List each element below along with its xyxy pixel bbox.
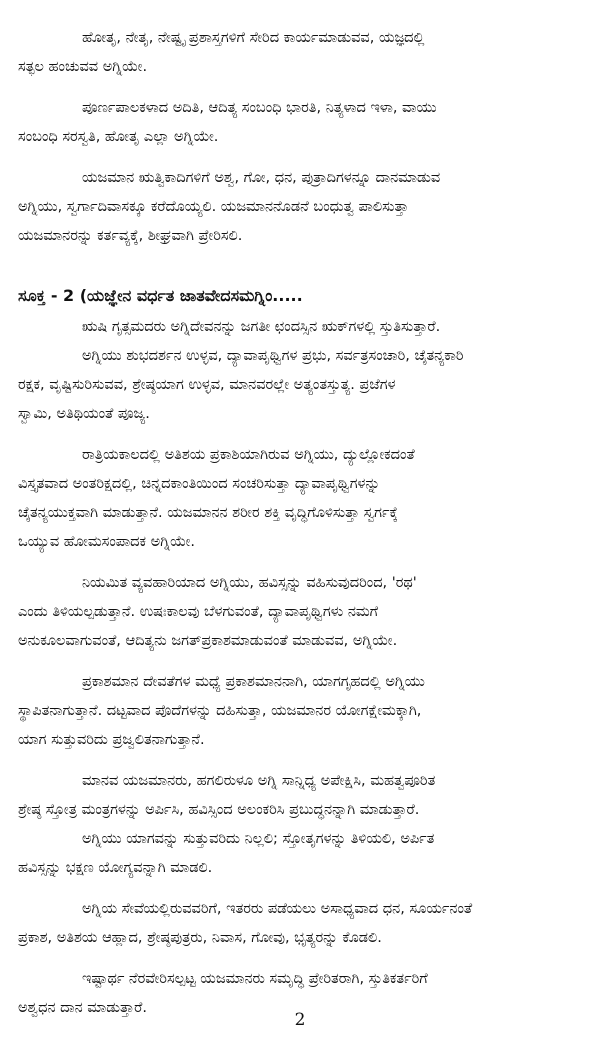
text-line: ಅಗ್ನಿಯು ಶುಭದರ್ಶನ ಉಳ್ಳವ, ದ್ಯಾವಾಪೃಥ್ವಿಗಳ ಪ್ರಭು, ಸರ್ವತ್ರಸಂಚಾರಿ, ಚೈತನ್ಯಕಾರಿ [82, 348, 464, 364]
text-line: ಸ್ಥಾಪಿತನಾಗುತ್ತಾನೆ. ದಟ್ಟವಾದ ಪೊದೆಗಳನ್ನು ದಹಿಸುತ್ತಾ, ಯಜಮಾನರ ಯೋಗಕ್ಷೇಮಕ್ಕಾಗಿ, [18, 703, 422, 719]
text-line: ಶ್ರೇಷ್ಠ ಸ್ತೋತ್ರ ಮಂತ್ರಗಳನ್ನು ಅರ್ಪಿಸಿ, ಹವಿಸ್ಸಿಂದ ಅಲಂಕರಿಸಿ ಪ್ರಬುದ್ಧನನ್ನಾಗಿ ಮಾಡುತ್ತಾರೆ. [18, 802, 420, 818]
paragraph-5 [18, 441, 582, 557]
section-heading: ಸೂಕ್ತ - 2 (ಯಜ್ಞೇನ ವರ್ಧತ ಜಾತವೇದಸಮಗ್ನಿಂ..... [18, 286, 303, 305]
text-line: ಅಗ್ನಿಯ ಸೇವೆಯಲ್ಲಿರುವವರಿಗೆ, ಇತರರು ಪಡೆಯಲು ಅಸಾಧ್ಯವಾದ ಧನ, ಸೂರ್ಯನಂತೆ [82, 901, 473, 917]
text-line: ಅಶ್ವಧನ ದಾನ ಮಾಡುತ್ತಾರೆ. [18, 1000, 147, 1016]
paragraph-8 [18, 767, 582, 883]
text-line: ನಿಯಮಿತ ವ್ಯವಹಾರಿಯಾದ ಅಗ್ನಿಯು, ಹವಿಸ್ಸನ್ನು ವಹಿಸುವುದರಿಂದ, 'ರಥ' [82, 575, 417, 591]
paragraph-9 [18, 895, 582, 953]
text-line: ಪ್ರಕಾಶ, ಅತಿಶಯ ಆಹ್ಲಾದ, ಶ್ರೇಷ್ಠಪುತ್ರರು, ನಿವಾಸ, ಗೋವು, ಭೃತ್ಯರನ್ನು ಕೊಡಲಿ. [18, 930, 382, 946]
text-line: ಸಂಬಂಧಿ ಸರಸ್ವತಿ, ಹೋತೃ ಎಲ್ಲಾ ಅಗ್ನಿಯೇ. [18, 129, 219, 145]
text-line: ಒಯ್ಯುವ ಹೋಮಸಂಪಾದಕ ಅಗ್ನಿಯೇ. [18, 534, 196, 550]
text-line: ಎಂದು ತಿಳಿಯಲ್ಪಡುತ್ತಾನೆ. ಉಷಃಕಾಲವು ಬೆಳಗುವಂತೆ, ದ್ಯಾವಾಪೃಥ್ವಿಗಳು ನಮಗೆ [18, 604, 379, 620]
text-line: ಯಜಮಾನ ಋತ್ವಿಕಾದಿಗಳಿಗೆ ಅಶ್ವ, ಗೋ, ಧನ, ಪುತ್ರಾದಿಗಳನ್ನೂ ದಾನಮಾಡುವ [82, 170, 441, 186]
paragraph-3 [18, 164, 582, 251]
text-line: ಯಾಗ ಸುತ್ತುವರಿದು ಪ್ರಜ್ವಲಿತನಾಗುತ್ತಾನೆ. [18, 732, 205, 748]
paragraph-2 [18, 94, 582, 152]
text-line: ರಕ್ಷಕ, ವೃಷ್ಟಿಸುರಿಸುವವ, ಶ್ರೇಷ್ಠಯಾಗ ಉಳ್ಳವ, ಮಾನವರಲ್ಲೇ ಅತ್ಯಂತಸ್ತುತ್ಯ. ಪ್ರಜೆಗಳ [18, 377, 396, 393]
paragraph-6 [18, 569, 582, 656]
text-line: ಯಜಮಾನರನ್ನು ಕರ್ತವ್ಯಕ್ಕೆ, ಶೀಘ್ರವಾಗಿ ಪ್ರೇರಿಸಲಿ. [18, 228, 243, 244]
text-line: ಅಗ್ನಿಯು ಯಾಗವನ್ನು ಸುತ್ತುವರಿದು ನಿಲ್ಲಲಿ; ಸ್ತೋತೃಗಳನ್ನು ತಿಳಿಯಲಿ, ಅರ್ಪಿತ [82, 831, 435, 847]
text-line: ಚೈತನ್ಯಯುಕ್ತವಾಗಿ ಮಾಡುತ್ತಾನೆ. ಯಜಮಾನನ ಶರೀರ ಶಕ್ತಿ ವೃದ್ಧಿಗೊಳಿಸುತ್ತಾ ಸ್ವರ್ಗಕ್ಕೆ [18, 505, 398, 521]
text-line: ಪೂರ್ಣಪಾಲಕಳಾದ ಅದಿತಿ, ಆದಿತ್ಯ ಸಂಬಂಧಿ ಭಾರತಿ, ನಿತ್ಯಳಾದ ಇಳಾ, ವಾಯು [82, 100, 437, 116]
text-line: ಹೋತೃ, ನೇತೃ, ನೇಷ್ಟೃ ಪ್ರಶಾಸ್ತಗಳಿಗೆ ಸೇರಿದ ಕಾರ್ಯಮಾಡುವವ, ಯಜ್ಞದಲ್ಲಿ [82, 30, 425, 46]
paragraph-4 [18, 313, 582, 429]
paragraph-1 [18, 24, 582, 82]
text-line: ಅಗ್ನಿಯು, ಸ್ವರ್ಗಾದಿವಾಸಕ್ಕೂ ಕರೆದೊಯ್ಯಲಿ. ಯಜಮಾನನೊಡನೆ ಬಂಧುತ್ವ ಪಾಲಿಸುತ್ತಾ [18, 199, 409, 215]
text-line: ಮಾನವ ಯಜಮಾನರು, ಹಗಲಿರುಳೂ ಅಗ್ನಿ ಸಾನ್ನಿಧ್ಯ ಅಪೇಕ್ಷಿಸಿ, ಮಹತ್ವಪೂರಿತ [82, 773, 436, 789]
text-line: ಸ್ವಾಮಿ, ಅತಿಥಿಯಂತೆ ಪೂಜ್ಯ. [18, 406, 150, 422]
text-line: ಸತ್ಫಲ ಹಂಚುವವ ಅಗ್ನಿಯೇ. [18, 59, 148, 75]
text-line: ಋಷಿ ಗೃತ್ಸಮದರು ಅಗ್ನಿದೇವನನ್ನು ಜಗತೀ ಛಂದಸ್ಸಿನ ಋಕ್‌ಗಳಲ್ಲಿ ಸ್ತುತಿಸುತ್ತಾರೆ. [82, 319, 441, 335]
text-line: ವಿಸ್ತೃತವಾದ ಅಂತರಿಕ್ಷದಲ್ಲಿ, ಚಿನ್ನದಕಾಂತಿಯಿಂದ ಸಂಚರಿಸುತ್ತಾ ದ್ಯಾವಾಪೃಥ್ವಿಗಳನ್ನು [18, 476, 381, 492]
text-line: ಇಷ್ಟಾರ್ಥ ನೆರವೇರಿಸಲ್ಪಟ್ಟ ಯಜಮಾನರು ಸಮೃದ್ಧಿ ಪ್ರೇರಿತರಾಗಿ, ಸ್ತುತಿಕರ್ತರಿಗೆ [82, 971, 428, 987]
text-line: ಹವಿಸ್ಸನ್ನು ಭಕ್ಷಣ ಯೋಗ್ಯವನ್ನಾಗಿ ಮಾಡಲಿ. [18, 860, 213, 876]
page-number: 2 [294, 1010, 306, 1030]
paragraph-7 [18, 668, 582, 755]
text-line: ಅನುಕೂಲವಾಗುವಂತೆ, ಆದಿತ್ಯನು ಜಗತ್‌ಪ್ರಕಾಶಮಾಡುವಂತೆ ಮಾಡುವವ, ಅಗ್ನಿಯೇ. [18, 633, 398, 649]
text-line: ಪ್ರಕಾಶಮಾನ ದೇವತೆಗಳ ಮಧ್ಯೆ ಪ್ರಕಾಶಮಾನನಾಗಿ, ಯಾಗಗೃಹದಲ್ಲಿ ಅಗ್ನಿಯು [82, 674, 425, 690]
text-line: ರಾತ್ರಿಯಕಾಲದಲ್ಲಿ ಅತಿಶಯ ಪ್ರಕಾಶಿಯಾಗಿರುವ ಅಗ್ನಿಯು, ದ್ಯುಲ್ಲೋಕದಂತೆ [82, 447, 415, 463]
